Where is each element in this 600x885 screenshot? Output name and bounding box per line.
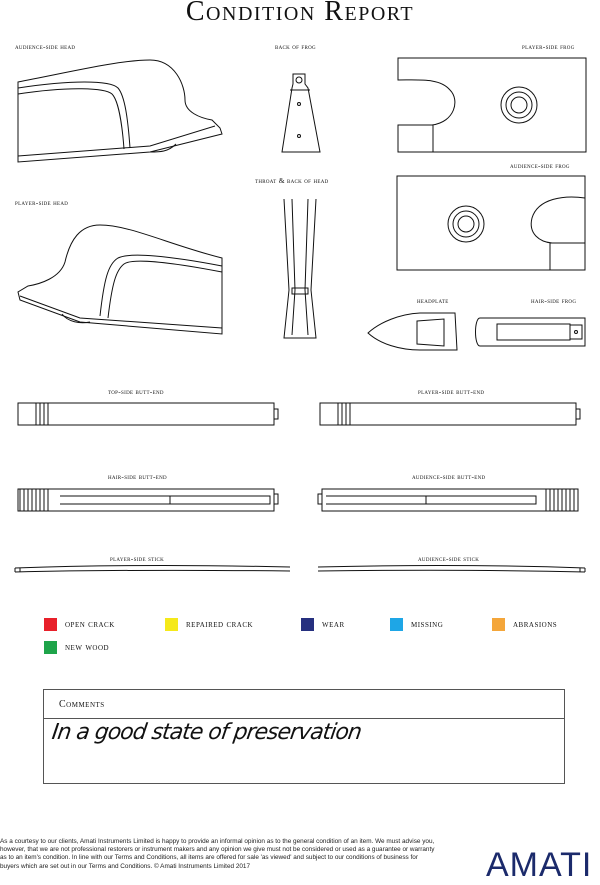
label-player-side-frog: player-side frog — [522, 42, 575, 51]
legend-swatch — [492, 618, 505, 631]
legend-swatch — [44, 641, 57, 654]
legend-swatch — [165, 618, 178, 631]
player-side-butt-end-drawing — [320, 403, 580, 425]
legend-label: abrasions — [513, 619, 558, 630]
label-audience-side-head: audience-side head — [15, 42, 76, 51]
legend-swatch — [44, 618, 57, 631]
label-audience-side-butt-end: audience-side butt-end — [412, 472, 486, 481]
audience-side-butt-end-drawing — [318, 489, 578, 511]
headplate-drawing — [368, 313, 457, 350]
label-player-side-stick: player-side stick — [110, 554, 165, 563]
legend-item — [390, 618, 443, 631]
page-title: Condition Report — [185, 0, 415, 27]
audience-side-frog-drawing — [397, 176, 585, 270]
legend-item — [44, 641, 109, 654]
comments-header — [44, 690, 564, 719]
legend-label: open crack — [65, 619, 115, 630]
player-side-frog-drawing — [398, 58, 586, 152]
disclaimer-text: As a courtesy to our clients, Amati Instruments Limited is happy to provide an informal opinion as to the general condition of an item. We must advise you, however, that we are not professional restorers or instrument makers and any opinion we give must not be considered or used as a guarantee or warranty as to an item's condition. In line with our Terms and Conditions, all items are offered for sale 'as viewed' and subject to our conditions of business for buyers which are set out in our Terms and Conditions. © Amati Instruments Limited 2017 — [0, 838, 435, 870]
hair-side-frog-drawing — [476, 318, 586, 346]
comments-handwritten-text: In a good state of preservation — [50, 720, 363, 745]
label-audience-side-frog: audience-side frog — [510, 161, 570, 170]
label-throat-back-of-head: throat & back of head — [255, 176, 329, 185]
legend-item — [301, 618, 345, 631]
back-of-frog-drawing — [282, 74, 320, 152]
player-side-stick-drawing — [15, 566, 290, 572]
label-hair-side-butt-end: hair-side butt-end — [108, 472, 167, 481]
label-hair-side-frog: hair-side frog — [531, 296, 577, 305]
hair-side-butt-end-drawing — [18, 489, 278, 511]
legend-item — [492, 618, 557, 631]
throat-back-of-head-drawing — [284, 199, 316, 338]
audience-side-stick-drawing — [318, 566, 585, 572]
label-headplate: headplate — [417, 296, 449, 305]
legend-swatch — [390, 618, 403, 631]
legend-swatch — [301, 618, 314, 631]
label-player-side-butt-end: player-side butt-end — [418, 387, 485, 396]
label-back-of-frog: back of frog — [275, 42, 316, 51]
label-player-side-head: player-side head — [15, 198, 69, 207]
legend-item — [165, 618, 253, 631]
player-side-head-drawing — [18, 225, 222, 334]
legend-label: new wood — [65, 642, 110, 653]
legend-label: wear — [322, 619, 345, 630]
comments-label: Comments — [59, 699, 105, 710]
audience-side-head-drawing — [18, 60, 222, 162]
label-top-side-butt-end: top-side butt-end — [108, 387, 164, 396]
top-side-butt-end-drawing — [18, 403, 278, 425]
legend-label: repaired crack — [186, 619, 254, 630]
legend-item — [44, 618, 115, 631]
legend-label: missing — [411, 619, 444, 630]
comments-box — [43, 689, 565, 784]
label-audience-side-stick: audience-side stick — [418, 554, 480, 563]
amati-logo: AMATI — [486, 846, 593, 884]
